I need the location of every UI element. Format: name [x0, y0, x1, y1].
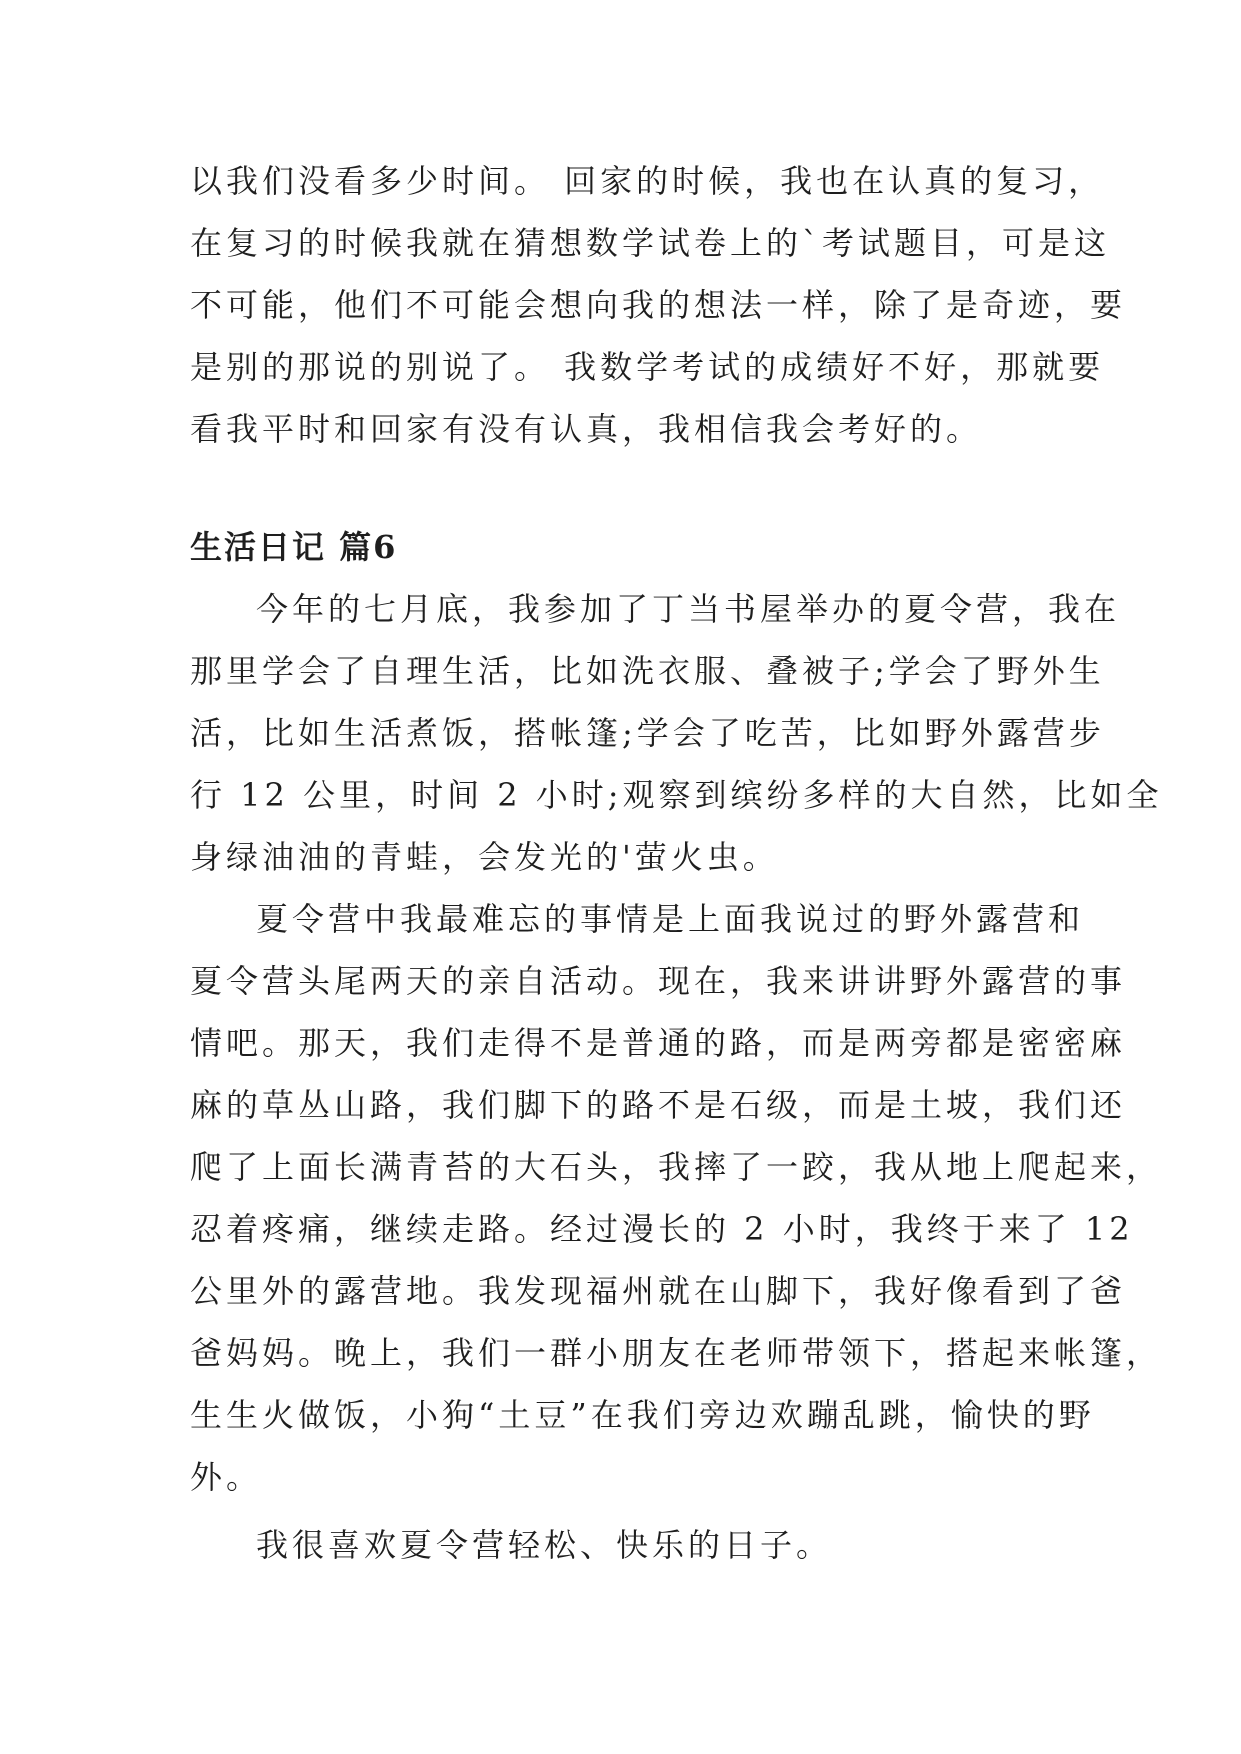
text-line: 我很喜欢夏令营轻松、快乐的日子。 — [256, 1526, 833, 1564]
text-line: 是别的那说的别说了。 我数学考试的成绩好不好，那就要 — [190, 348, 1105, 386]
text-line: 在复习的时候我就在猜想数学试卷上的`考试题目，可是这 — [190, 224, 1111, 262]
text-line: 身绿油油的青蛙，会发光的'萤火虫。 — [190, 838, 779, 876]
text-line: 以我们没看多少时间。 回家的时候，我也在认真的复习， — [190, 162, 1105, 200]
text-line: 公里外的露营地。我发现福州就在山脚下，我好像看到了爸 — [190, 1272, 1127, 1310]
text-line: 行 12 公里，时间 2 小时;观察到缤纷多样的大自然，比如全 — [190, 776, 1163, 814]
text-line: 爸妈妈。晚上，我们一群小朋友在老师带领下，搭起来帐篷， — [190, 1334, 1163, 1372]
text-line: 那里学会了自理生活，比如洗衣服、叠被子;学会了野外生 — [190, 652, 1105, 690]
text-line: 麻的草丛山路，我们脚下的路不是石级，而是土坡，我们还 — [190, 1086, 1127, 1124]
document-page — [190, 150, 1163, 1576]
text-line: 夏令营头尾两天的亲自活动。现在，我来讲讲野外露营的事 — [190, 962, 1127, 1000]
text-line: 忍着疼痛，继续走路。经过漫长的 2 小时，我终于来了 12 — [190, 1210, 1134, 1248]
previous-paragraph — [190, 150, 1127, 460]
text-line: 不可能，他们不可能会想向我的想法一样，除了是奇迹，要 — [190, 286, 1127, 324]
text-line: 看我平时和回家有没有认真，我相信我会考好的。 — [190, 410, 983, 448]
section-title: 生活日记 篇6 — [190, 528, 398, 566]
text-line: 生生火做饭，小狗“土豆”在我们旁边欢蹦乱跳，愉快的野 — [190, 1396, 1095, 1434]
text-line: 夏令营中我最难忘的事情是上面我说过的野外露营和 — [256, 900, 1085, 938]
text-line: 情吧。那天，我们走得不是普通的路，而是两旁都是密密麻 — [190, 1024, 1127, 1062]
text-line: 外。 — [190, 1458, 263, 1496]
text-line: 爬了上面长满青苔的大石头，我摔了一跤，我从地上爬起来， — [190, 1148, 1163, 1186]
text-line: 活，比如生活煮饭，搭帐篷;学会了吃苦，比如野外露营步 — [190, 714, 1105, 752]
paragraph-1 — [190, 578, 1163, 888]
text-line: 今年的七月底，我参加了丁当书屋举办的夏令营，我在 — [256, 590, 1121, 628]
paragraph-2 — [190, 888, 1163, 1508]
paragraph-3 — [190, 1514, 1060, 1576]
